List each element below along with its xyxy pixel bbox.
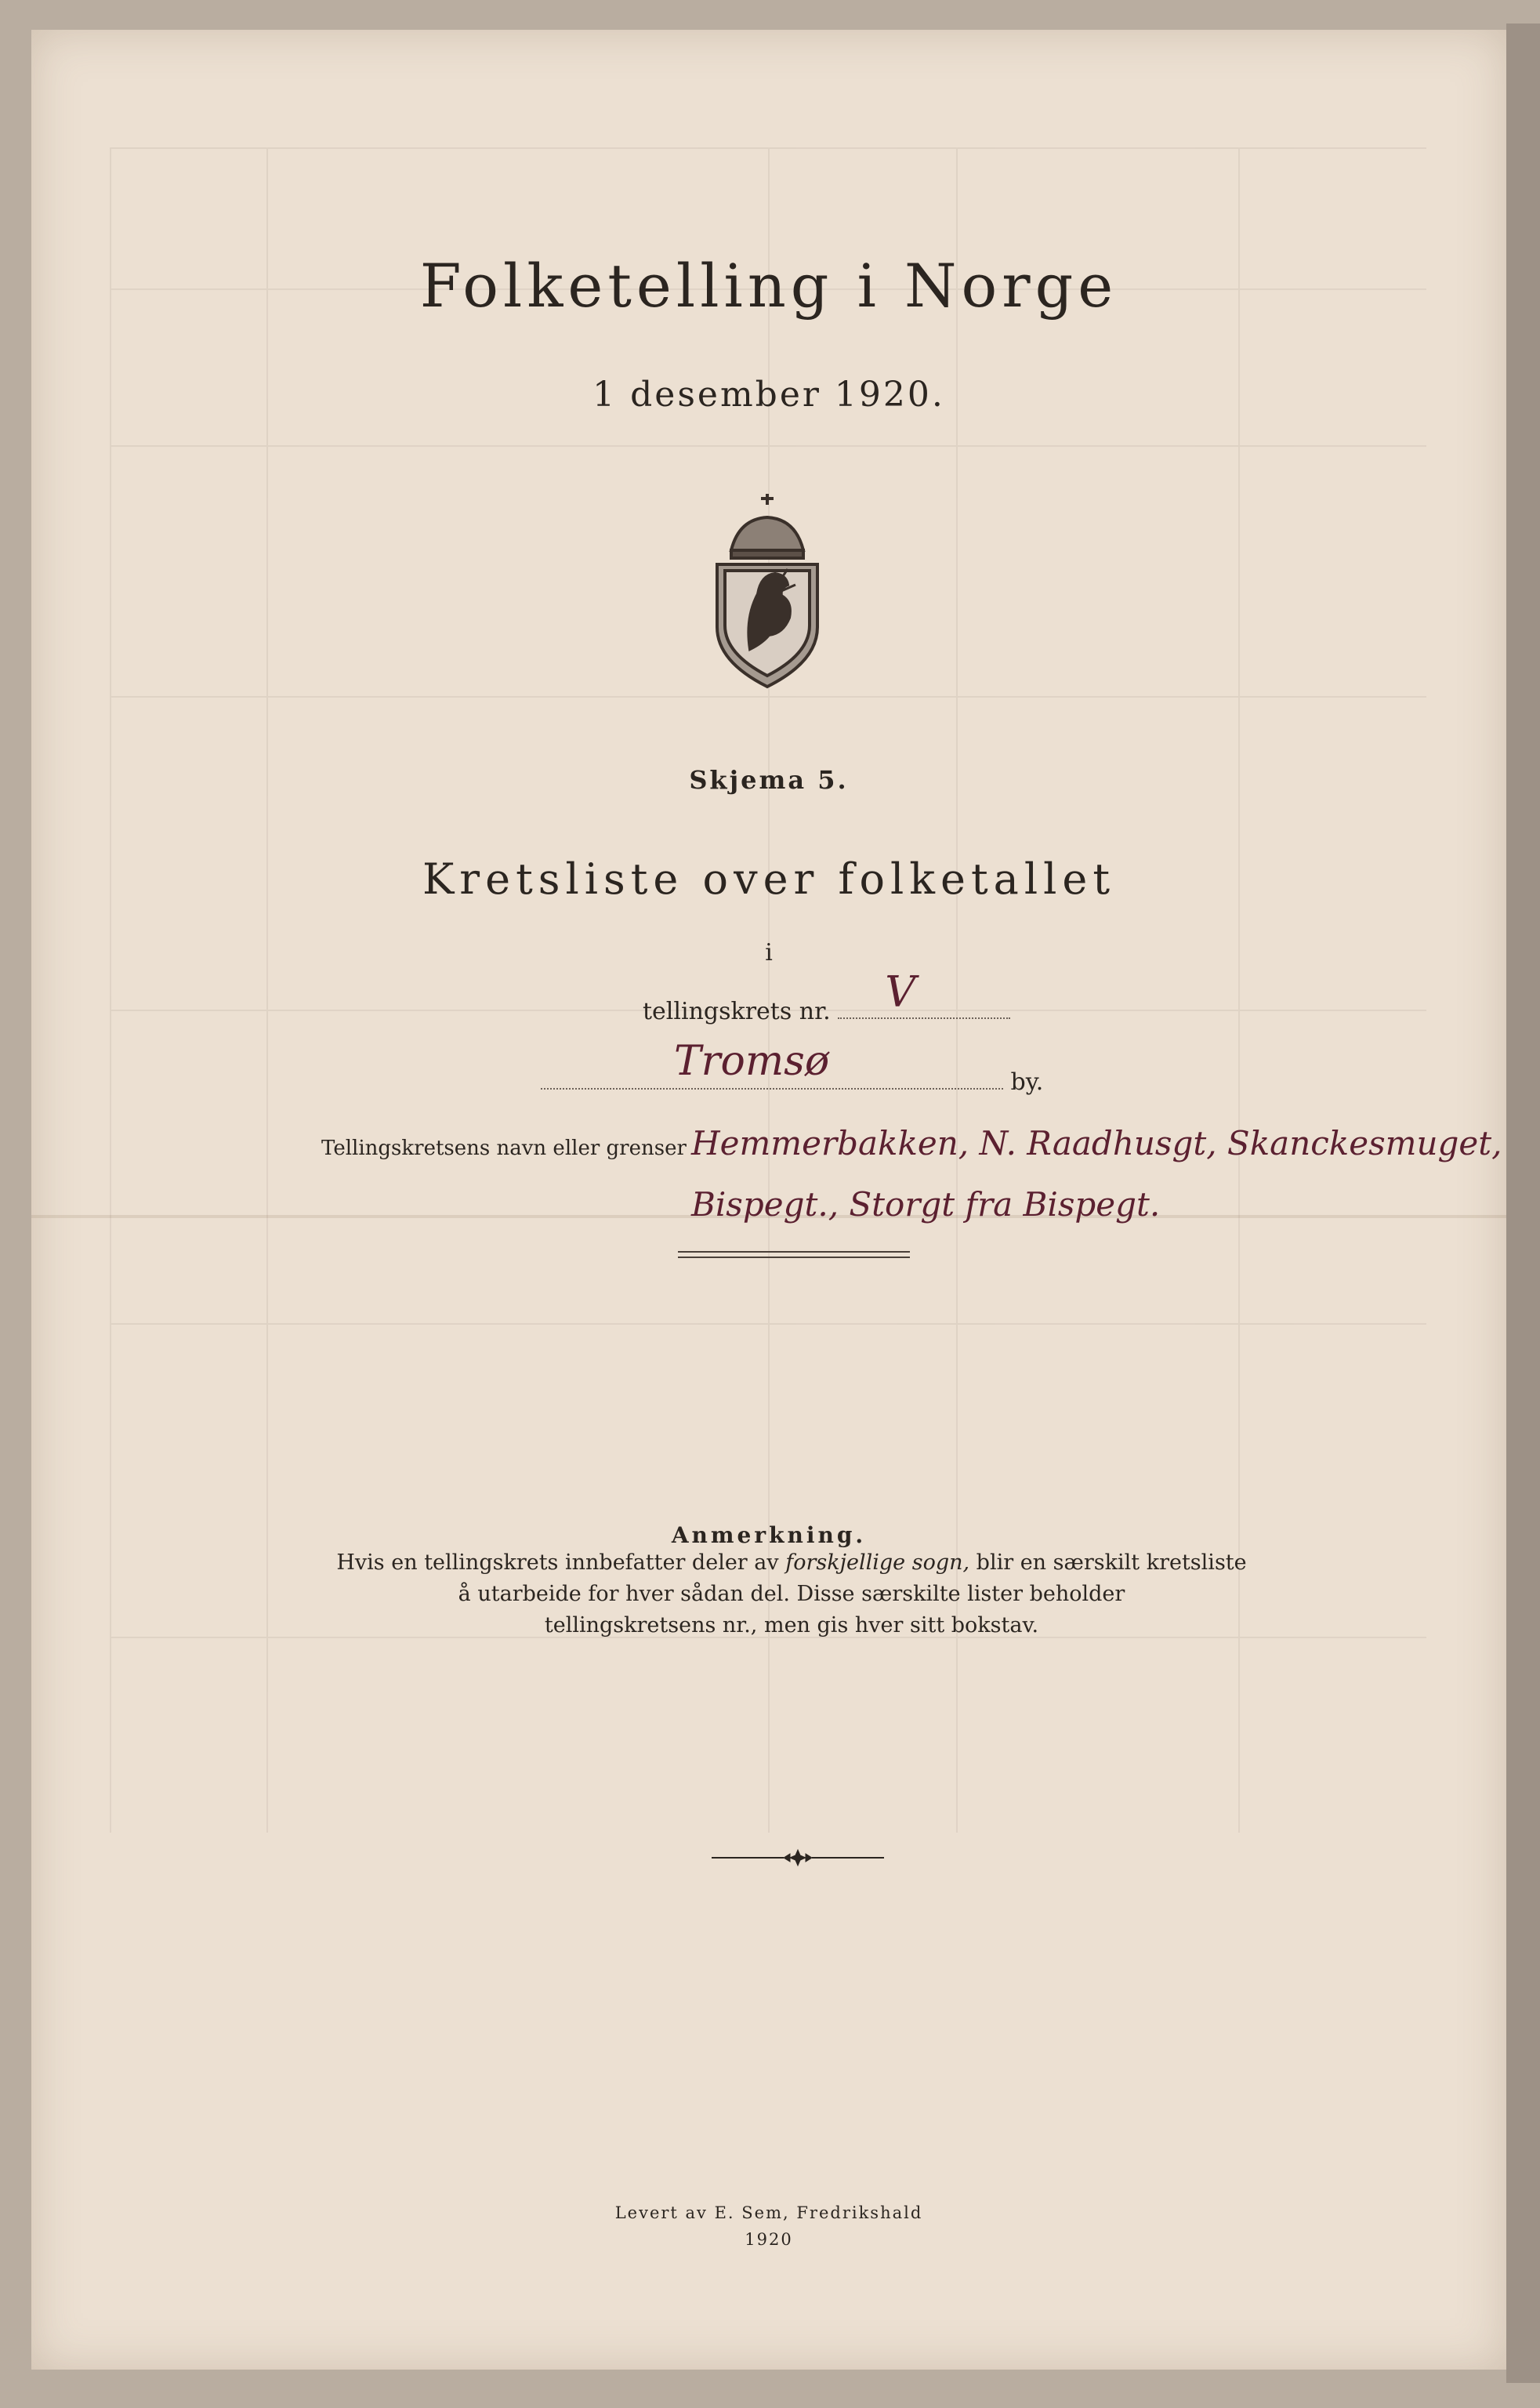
- city-field: [541, 1038, 1003, 1090]
- city-row: [541, 1038, 1044, 1096]
- note-line-1: Hvis en tellingskrets innbefatter deler av forskjellige sogn, blir en særskilt kretsliste: [336, 1550, 1247, 1575]
- district-value: V: [885, 967, 916, 1017]
- city-suffix: by.: [1010, 1068, 1044, 1096]
- form-heading: Kretsliste over folketallet: [422, 854, 1116, 904]
- page-edge: [1506, 24, 1540, 2383]
- printer-line-1: Levert av E. Sem, Fredrikshald: [614, 2203, 923, 2222]
- note-line-3: tellingskretsens nr., men gis hver sitt bokstav.: [544, 1613, 1039, 1637]
- ornament-divider-icon: [712, 1848, 884, 1867]
- divider-rule-bottom: [678, 1257, 910, 1258]
- district-field: [838, 967, 1010, 1019]
- district-number-row: [643, 967, 1010, 1025]
- coat-of-arms-icon: [703, 489, 832, 690]
- census-form-page: [31, 30, 1506, 2370]
- printer-line-2: 1920: [745, 2230, 793, 2249]
- census-date: 1 desember 1920.: [592, 375, 945, 415]
- form-title: Folketelling i Norge: [419, 251, 1118, 321]
- note-line-2: å utarbeide for hver sådan del. Disse særskilte lister beholder: [458, 1582, 1125, 1606]
- printer-credit: [31, 2199, 1506, 2253]
- city-value: Tromsø: [674, 1038, 830, 1085]
- divider-rule-top: [678, 1251, 910, 1253]
- note-title: Anmerkning.: [671, 1522, 867, 1548]
- boundaries-value-line-2: Bispegt., Storgt fra Bispegt.: [691, 1185, 1161, 1224]
- note-body: [329, 1547, 1254, 1641]
- boundaries-label: Tellingskretsens navn eller grenser: [321, 1137, 687, 1160]
- preposition: i: [765, 939, 773, 966]
- boundaries-value-line-1: Hemmerbakken, N. Raadhusgt, Skanckesmuget,: [691, 1124, 1502, 1162]
- schema-number: Skjema 5.: [689, 765, 849, 795]
- district-label: tellingskrets nr.: [643, 998, 831, 1025]
